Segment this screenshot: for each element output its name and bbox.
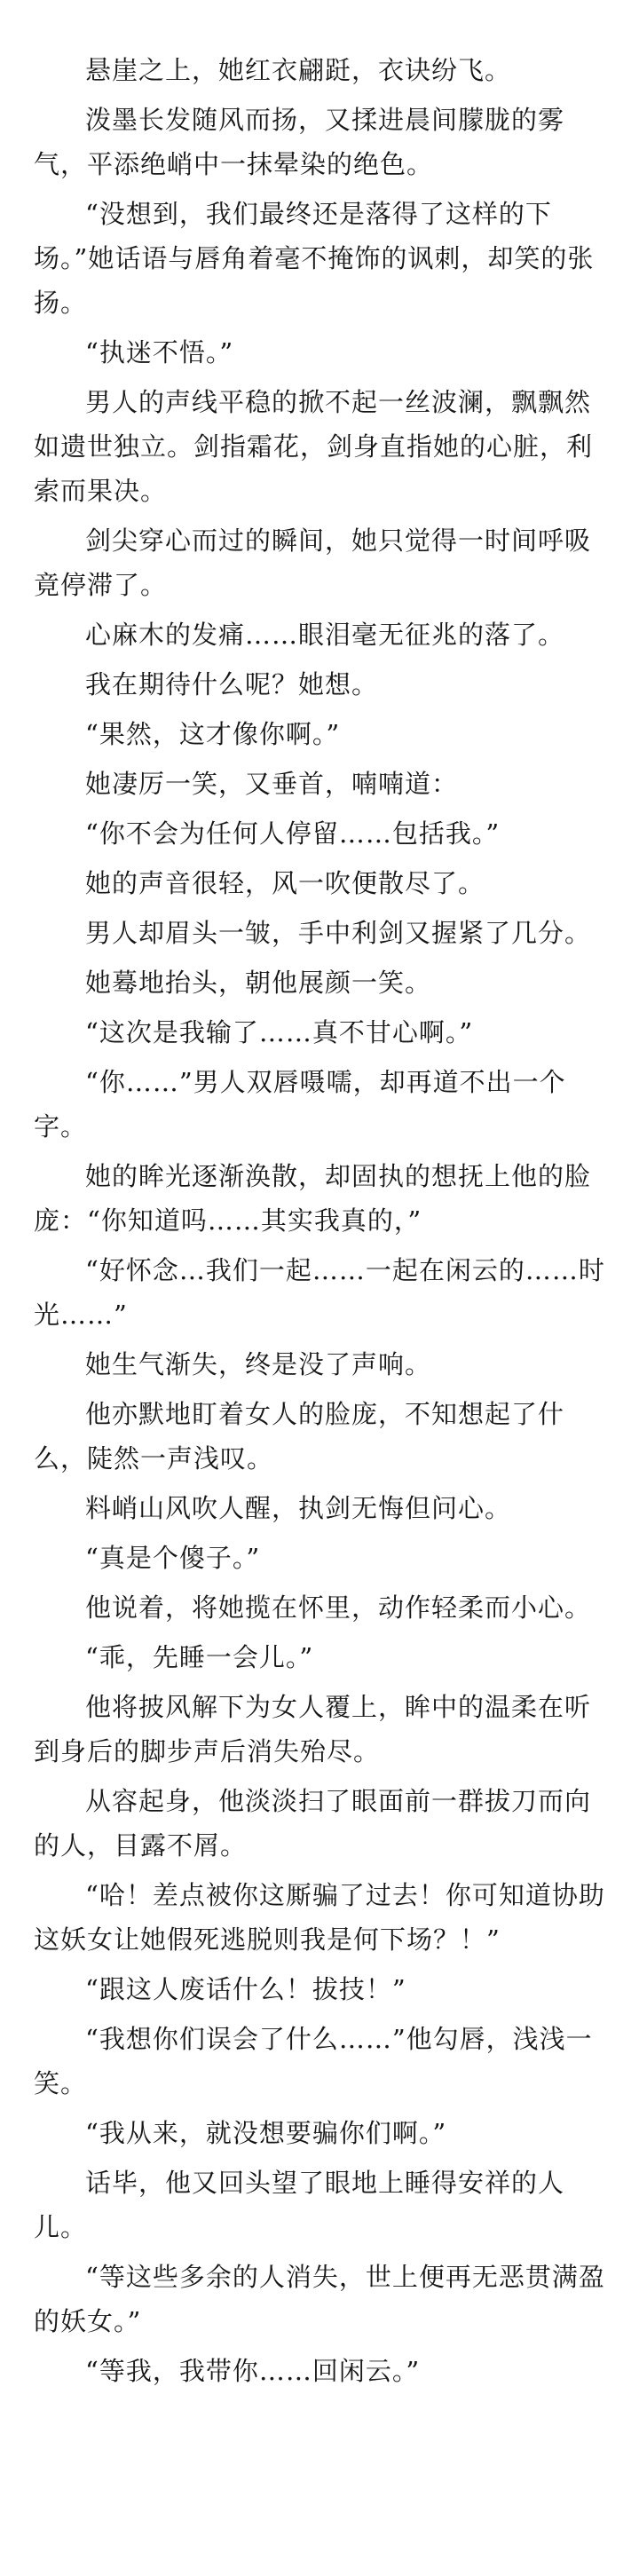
paragraph: “这次是我输了……真不甘心啊。” (85, 1017, 474, 1047)
paragraph: “没想到，我们最终还是落得了这样的下场。”她话语与唇角着毫不掩饰的讽刺，却笑的张扬。 (34, 199, 595, 318)
paragraph: “执迷不悟。” (85, 337, 234, 367)
paragraph: “哈！差点被你这厮骗了过去！你可知道协助这妖女让她假死逃脱则我是何下场？！” (34, 1880, 605, 1955)
paragraph: “我从来，就没想要骗你们啊。” (85, 2118, 447, 2148)
paragraph: 他将披风解下为女人覆上，眸中的温柔在听到身后的脚步声后消失殆尽。 (34, 1692, 592, 1766)
paragraph: 剑尖穿心而过的瞬间，她只觉得一时间呼吸竟停滞了。 (34, 525, 592, 600)
paragraph: 料峭山风吹人醒，执剑无悔但问心。 (85, 1493, 512, 1523)
paragraph: 她生气渐失，终是没了声响。 (85, 1349, 432, 1379)
paragraph: 我在期待什么呢？她想。 (85, 669, 379, 699)
paragraph: 话毕，他又回头望了眼地上睡得安祥的人儿。 (34, 2168, 565, 2242)
paragraph: 男人却眉头一皱，手中利剑又握紧了几分。 (85, 918, 592, 948)
paragraph: 心麻木的发痛……眼泪毫无征兆的落了。 (85, 620, 565, 650)
paragraph: “你……”男人双唇嗫嚅，却再道不出一个字。 (34, 1067, 566, 1142)
paragraph: “真是个傻子。” (85, 1543, 261, 1573)
paragraph: 她蓦地抬头，朝他展颜一笑。 (85, 968, 432, 998)
paragraph: 他亦默地盯着女人的脸庞，不知想起了什么，陡然一声浅叹。 (34, 1399, 565, 1474)
paragraph: “等我，我带你……回闲云。” (85, 2356, 421, 2386)
paragraph: “等这些多余的人消失，世上便再无恶贯满盈的妖女。” (34, 2262, 605, 2336)
paragraph: 她的声音很轻，风一吹便散尽了。 (85, 868, 485, 898)
paragraph: 她的眸光逐渐涣散，却固执的想抚上他的脸庞：“你知道吗……其实我真的，” (34, 1161, 592, 1236)
paragraph: 从容起身，他淡淡扫了眼面前一群拔刀而向的人，目露不屑。 (34, 1786, 592, 1861)
paragraph: 泼墨长发随风而扬，又揉进晨间朦胧的雾气，平添绝峭中一抹晕染的绝色。 (34, 105, 565, 179)
paragraph: “果然，这才像你啊。” (85, 719, 341, 749)
paragraph: “跟这人废话什么！拔技！” (85, 1974, 406, 2004)
paragraph: 他说着，将她揽在怀里，动作轻柔而小心。 (85, 1592, 592, 1623)
paragraph: “你不会为任何人停留……包括我。” (85, 818, 501, 849)
paragraph: “乖，先睡一会儿。” (85, 1642, 314, 1672)
paragraph: 悬崖之上，她红衣翩跹，衣诀纷飞。 (85, 55, 512, 85)
paragraph: 男人的声线平稳的掀不起一丝波澜，飘飘然如遗世独立。剑指霜花，剑身直指她的心脏，利索而果决。 (34, 387, 594, 506)
paragraph: 她凄厉一笑，又垂首，喃喃道： (85, 769, 459, 799)
story-text (34, 48, 611, 2398)
paragraph: “我想你们误会了什么……”他勾唇，浅浅一笑。 (34, 2024, 593, 2098)
paragraph: “好怀念…我们一起……一起在闲云的……时光……” (34, 1255, 605, 1330)
